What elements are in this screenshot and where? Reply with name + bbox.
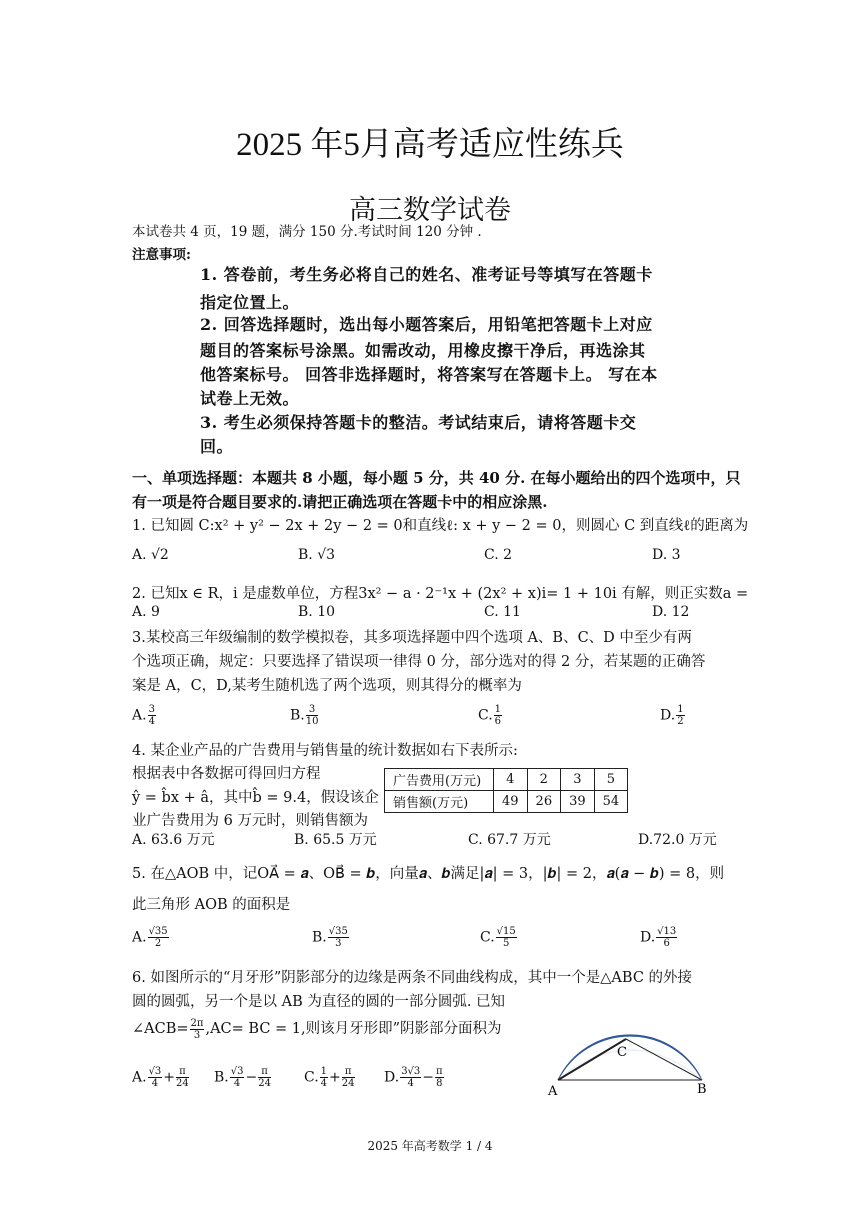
notice-line: 1. 答卷前，考生务必将自己的姓名、准考证号等填写在答题卡	[200, 265, 653, 284]
table-cell: 销售额(万元)	[385, 791, 494, 813]
question-6-line: 圆的圆弧，另一个是以 AB 为直径的圆的一部分圆弧. 已知	[132, 994, 506, 1010]
q6-option-d: D. $\frac{3√3}{4}$ − $\frac{\pi}{8}$	[384, 1066, 443, 1089]
q3-option-b: B. $\frac{3}{10}$	[290, 704, 319, 727]
question-4-intro: 4. 某企业产品的广告费用与销售量的统计数据如右下表所示:	[132, 743, 518, 759]
q6-option-c: C. $\frac{1}{4}$ + $\frac{\pi}{24}$	[304, 1066, 355, 1089]
page-title: 2025 年5月高考适应性练兵	[236, 127, 624, 163]
section-heading-cont: 有一项是符合题目要求的.请把正确选项在答题卡中的相应涂黑.	[132, 493, 548, 511]
notice-line: 指定位置上。	[200, 293, 300, 312]
table-cell: 49	[494, 791, 528, 813]
data-table	[384, 768, 628, 813]
q3-option-a: A. $\frac{3}{4}$	[132, 704, 155, 727]
question-3-line: 个选项正确，规定：只要选择了错误项一律得 0 分，部分选对的得 2 分，若某题的正确答	[132, 654, 706, 670]
notice-line: 他答案标号。 回答非选择题时，将答案写在答题卡上。 写在本	[200, 365, 658, 384]
question-5-line: 此三角形 AOB 的面积是	[132, 897, 291, 913]
q4-option-d: D.72.0 万元	[638, 832, 717, 848]
question-5-line: 5. 在△AOB 中，记OA⃗ = 𝒂、OB⃗ = 𝒃，向量𝒂、𝒃满足|𝒂| = 3，|𝒃| = 2，𝒂(𝒂 − 𝒃) = 8，则	[132, 866, 725, 882]
question-1-stem: 1. 已知圆 C:x² + y² − 2x + 2y − 2 = 0和直线ℓ: x + y − 2 = 0，则圆心 C 到直线ℓ的距离为	[132, 518, 749, 534]
notice-line: 2. 回答选择题时，选出每小题答案后，用铅笔把答题卡上对应	[200, 315, 653, 334]
q4-option-c: C. 67.7 万元	[468, 832, 551, 848]
q2-option-c: C. 11	[484, 604, 521, 620]
table-cell: 39	[561, 791, 595, 813]
question-4-line: 根据表中各数据可得回归方程	[132, 766, 321, 782]
section-heading: 一、单项选择题：本题共 8 小题，每小题 5 分，共 40 分. 在每小题给出的四个选项中，只	[132, 469, 741, 487]
q5-option-a: A. $\frac{√35}{2}$	[132, 926, 168, 949]
table-cell: 26	[527, 791, 561, 813]
label-b: B	[697, 1082, 707, 1097]
label-a: A	[548, 1084, 558, 1099]
question-3-line: 3.某校高三年级编制的数学模拟卷，其多项选择题中四个选项 A、B、C、D 中至少有两	[132, 630, 692, 646]
q5-option-c: C. $\frac{√15}{5}$	[480, 926, 516, 949]
notice-line: 题目的答案标号涂黑。如需改动，用橡皮擦干净后，再选涂其	[200, 341, 646, 360]
page-subtitle: 高三数学试卷	[349, 195, 511, 225]
q3-option-d: D. $\frac{1}{2}$	[660, 704, 684, 727]
question-2-stem: 2. 已知x ∈ R，i 是虚数单位，方程3x² − a · 2⁻¹x + (2x² + x)i= 1 + 10i 有解，则正实数a =	[132, 586, 749, 602]
table-cell: 5	[594, 769, 628, 791]
q2-option-a: A. 9	[132, 604, 160, 620]
question-4-line: 业广告费用为 6 万元时，则销售额为	[132, 813, 368, 829]
q2-option-b: B. 10	[298, 604, 336, 620]
page-footer: 2025 年高考数学 1 / 4	[367, 1139, 493, 1153]
table-row	[385, 791, 628, 813]
label-c: C	[617, 1045, 627, 1060]
exam-info: 本试卷共 4 页，19 题，满分 150 分.考试时间 120 分钟 .	[132, 224, 482, 240]
table-cell: 4	[494, 769, 528, 791]
q3-option-c: C. $\frac{1}{6}$	[478, 704, 502, 727]
q1-option-a: A. √2	[132, 547, 169, 563]
q5-option-b: B. $\frac{√35}{3}$	[312, 926, 348, 949]
notice-line: 试卷上无效。	[200, 389, 300, 408]
question-4-line: ŷ = b̂x + â，其中b̂ = 9.4，假设该企	[132, 790, 379, 806]
q1-option-b: B. √3	[298, 547, 336, 563]
table-cell: 3	[561, 769, 595, 791]
q6-option-a: A. $\frac{√3}{4}$ + $\frac{\pi}{24}$	[132, 1066, 189, 1089]
q6-option-b: B. $\frac{√3}{4}$ − $\frac{\pi}{24}$	[214, 1066, 271, 1089]
question-6-line: ∠ACB= $\frac{2\pi}{3}$ ,AC= BC = 1,则该月牙形即”阴影部分面积为	[132, 1017, 502, 1041]
table-cell: 54	[594, 791, 628, 813]
question-3-line: 案是 A，C，D,某考生随机选了两个选项，则其得分的概率为	[132, 678, 522, 694]
notice-line: 3. 考生必须保持答题卡的整洁。考试结束后，请将答题卡交	[200, 413, 637, 432]
q4-option-a: A. 63.6 万元	[132, 832, 215, 848]
segment-bc	[626, 1039, 702, 1080]
q1-option-c: C. 2	[484, 547, 513, 563]
q5-option-d: D. $\frac{√13}{6}$	[640, 926, 677, 949]
notice-heading: 注意事项:	[132, 247, 191, 263]
crescent-figure	[540, 994, 720, 1104]
table-cell: 广告费用(万元)	[385, 769, 494, 791]
q1-option-d: D. 3	[652, 547, 681, 563]
question-6-line: 6. 如图所示的“月牙形”阴影部分的边缘是两条不同曲线构成，其中一个是△ABC 的外接	[132, 970, 693, 986]
notice-line: 回。	[200, 437, 234, 456]
table-cell: 2	[527, 769, 561, 791]
circumcircle-arc	[558, 1050, 702, 1080]
table-row	[385, 769, 628, 791]
q4-option-b: B. 65.5 万元	[294, 832, 377, 848]
q2-option-d: D. 12	[652, 604, 690, 620]
